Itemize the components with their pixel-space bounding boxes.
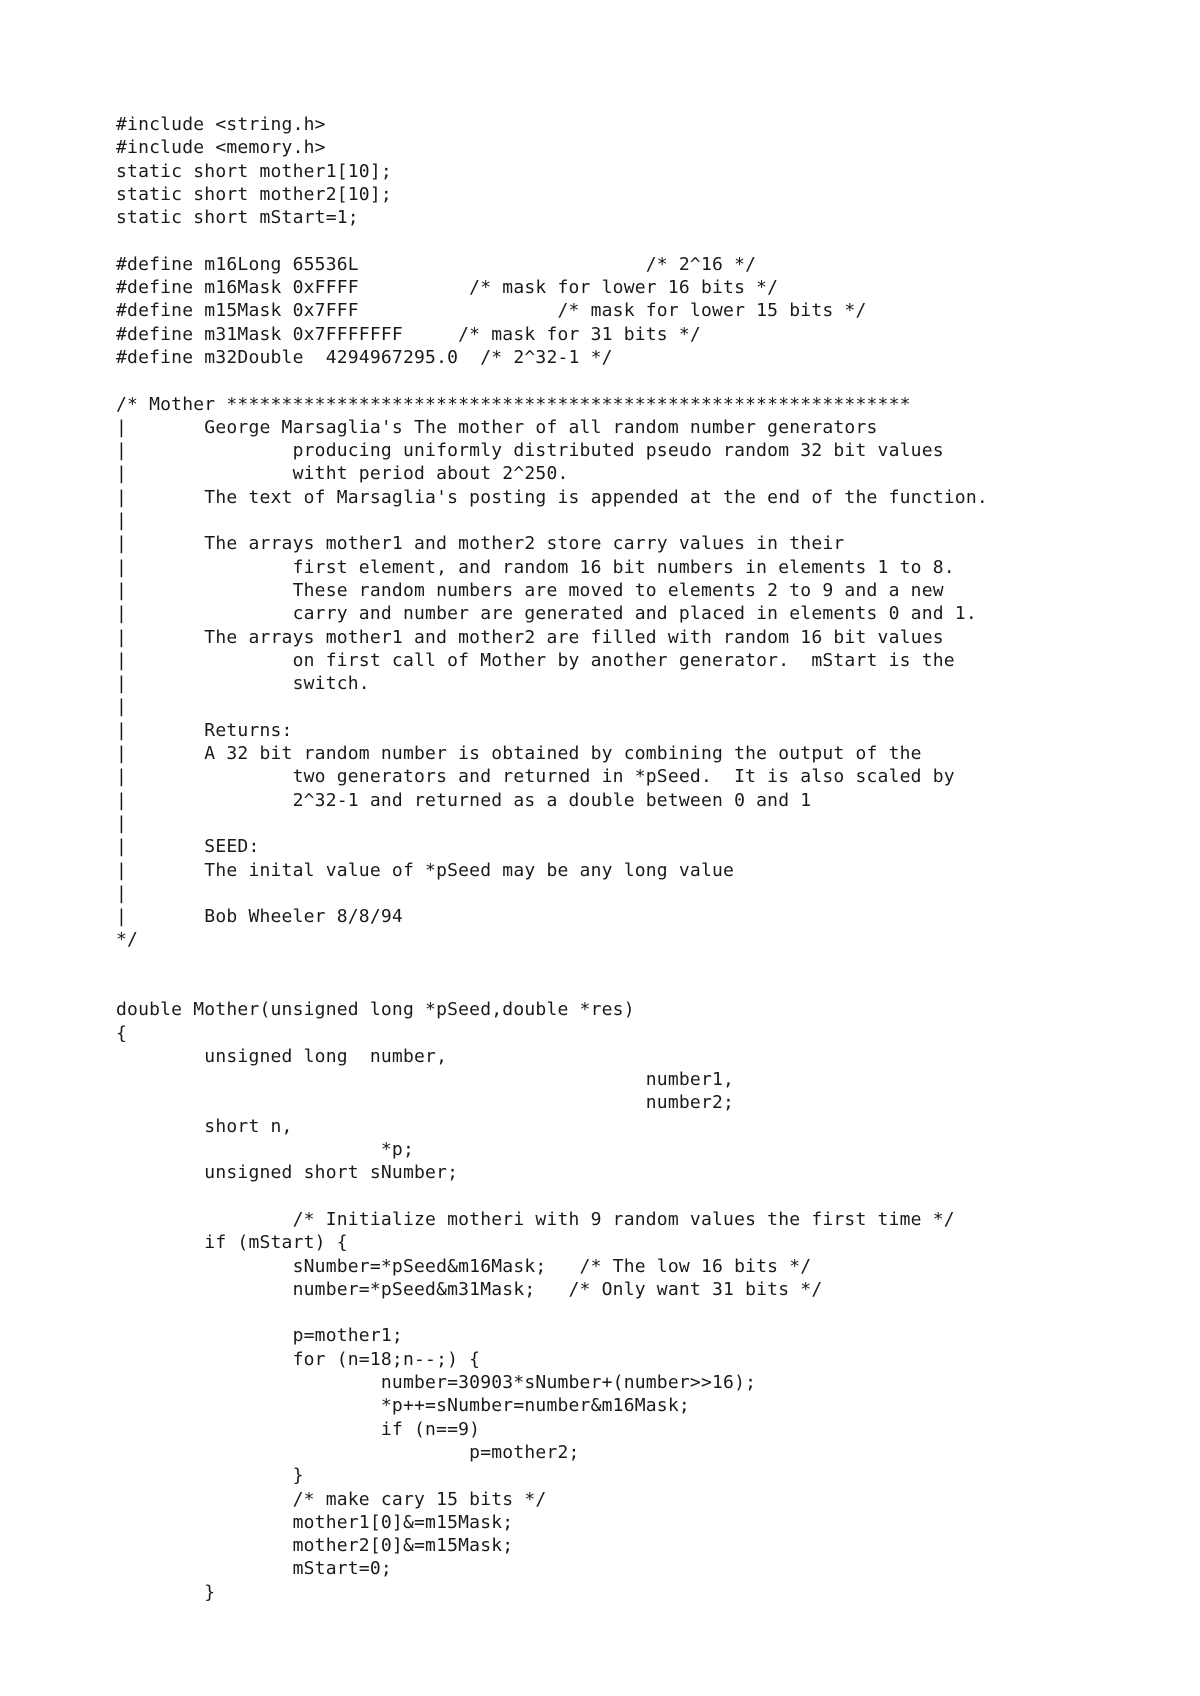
code-line: | first element, and random 16 bit numbers in elements 1 to 8. — [116, 556, 955, 578]
code-line: /* Mother ************************************************************** — [116, 393, 911, 415]
code-line — [116, 369, 988, 392]
code-line: { — [116, 1022, 128, 1044]
code-line: for (n=18;n--;) { — [116, 1348, 481, 1370]
code-line: *p++=sNumber=number&m16Mask; — [116, 1395, 690, 1417]
code-line: #define m16Mask 0xFFFF /* mask for lower 16 bits */ — [116, 277, 779, 299]
code-line: | witht period about 2^250. — [116, 463, 569, 485]
code-line: unsigned long number, — [116, 1045, 448, 1067]
code-line: | — [116, 510, 128, 532]
code-line: /* make cary 15 bits */ — [116, 1488, 547, 1510]
code-line: double Mother(unsigned long *pSeed,double *res) — [116, 999, 635, 1021]
code-line: | — [116, 812, 128, 834]
code-line: | The arrays mother1 and mother2 store carry values in their — [116, 533, 845, 555]
code-line: | two generators and returned in *pSeed. It is also scaled by — [116, 766, 955, 788]
code-line: | producing uniformly distributed pseudo random 32 bit values — [116, 440, 944, 462]
code-line: } — [116, 1581, 216, 1603]
code-line: static short mStart=1; — [116, 207, 359, 229]
code-line: | on first call of Mother by another generator. mStart is the — [116, 649, 955, 671]
code-line: if (mStart) { — [116, 1232, 348, 1254]
code-line — [116, 229, 988, 252]
code-line — [116, 975, 988, 998]
code-line: number1, — [116, 1069, 735, 1091]
code-line: p=mother1; — [116, 1325, 403, 1347]
code-line: | The arrays mother1 and mother2 are filled with random 16 bit values — [116, 626, 944, 648]
code-line — [116, 1185, 988, 1208]
code-line: number2; — [116, 1092, 735, 1114]
code-line: mother2[0]&=m15Mask; — [116, 1535, 514, 1557]
code-line: p=mother2; — [116, 1441, 580, 1463]
code-line: mStart=0; — [116, 1558, 392, 1580]
code-line: static short mother2[10]; — [116, 183, 392, 205]
code-line: #include <memory.h> — [116, 137, 326, 159]
code-line: *p; — [116, 1139, 414, 1161]
code-line: | The inital value of *pSeed may be any long value — [116, 859, 735, 881]
code-line: /* Initialize motheri with 9 random values the first time */ — [116, 1208, 955, 1230]
code-line — [116, 952, 988, 975]
code-line: | — [116, 882, 128, 904]
code-line: sNumber=*pSeed&m16Mask; /* The low 16 bits */ — [116, 1255, 812, 1277]
code-line — [116, 1301, 988, 1324]
code-line: #define m32Double 4294967295.0 /* 2^32-1 */ — [116, 346, 613, 368]
code-line: #define m15Mask 0x7FFF /* mask for lower 15 bits */ — [116, 300, 867, 322]
code-line: | carry and number are generated and placed in elements 0 and 1. — [116, 603, 977, 625]
source-code-block — [116, 113, 988, 1604]
code-line: | Bob Wheeler 8/8/94 — [116, 906, 403, 928]
code-line: if (n==9) — [116, 1418, 481, 1440]
code-line: number=30903*sNumber+(number>>16); — [116, 1372, 757, 1394]
code-line: | Returns: — [116, 719, 293, 741]
code-line: static short mother1[10]; — [116, 160, 392, 182]
code-line: | 2^32-1 and returned as a double between 0 and 1 — [116, 789, 812, 811]
code-line: | — [116, 696, 128, 718]
code-line: | George Marsaglia's The mother of all random number generators — [116, 416, 878, 438]
code-line: unsigned short sNumber; — [116, 1162, 459, 1184]
code-line: } — [116, 1465, 304, 1487]
code-line: #define m31Mask 0x7FFFFFFF /* mask for 31 bits */ — [116, 323, 701, 345]
code-line: #include <string.h> — [116, 114, 326, 135]
code-line: | SEED: — [116, 836, 260, 858]
code-line: */ — [116, 929, 139, 951]
code-line: number=*pSeed&m31Mask; /* Only want 31 bits */ — [116, 1278, 823, 1300]
code-line: short n, — [116, 1115, 293, 1137]
code-line: | The text of Marsaglia's posting is appended at the end of the function. — [116, 486, 988, 508]
code-line: | A 32 bit random number is obtained by combining the output of the — [116, 743, 922, 765]
code-line: | switch. — [116, 673, 370, 695]
code-line: #define m16Long 65536L /* 2^16 */ — [116, 253, 757, 275]
code-line: | These random numbers are moved to elements 2 to 9 and a new — [116, 579, 944, 601]
code-line: mother1[0]&=m15Mask; — [116, 1511, 514, 1533]
